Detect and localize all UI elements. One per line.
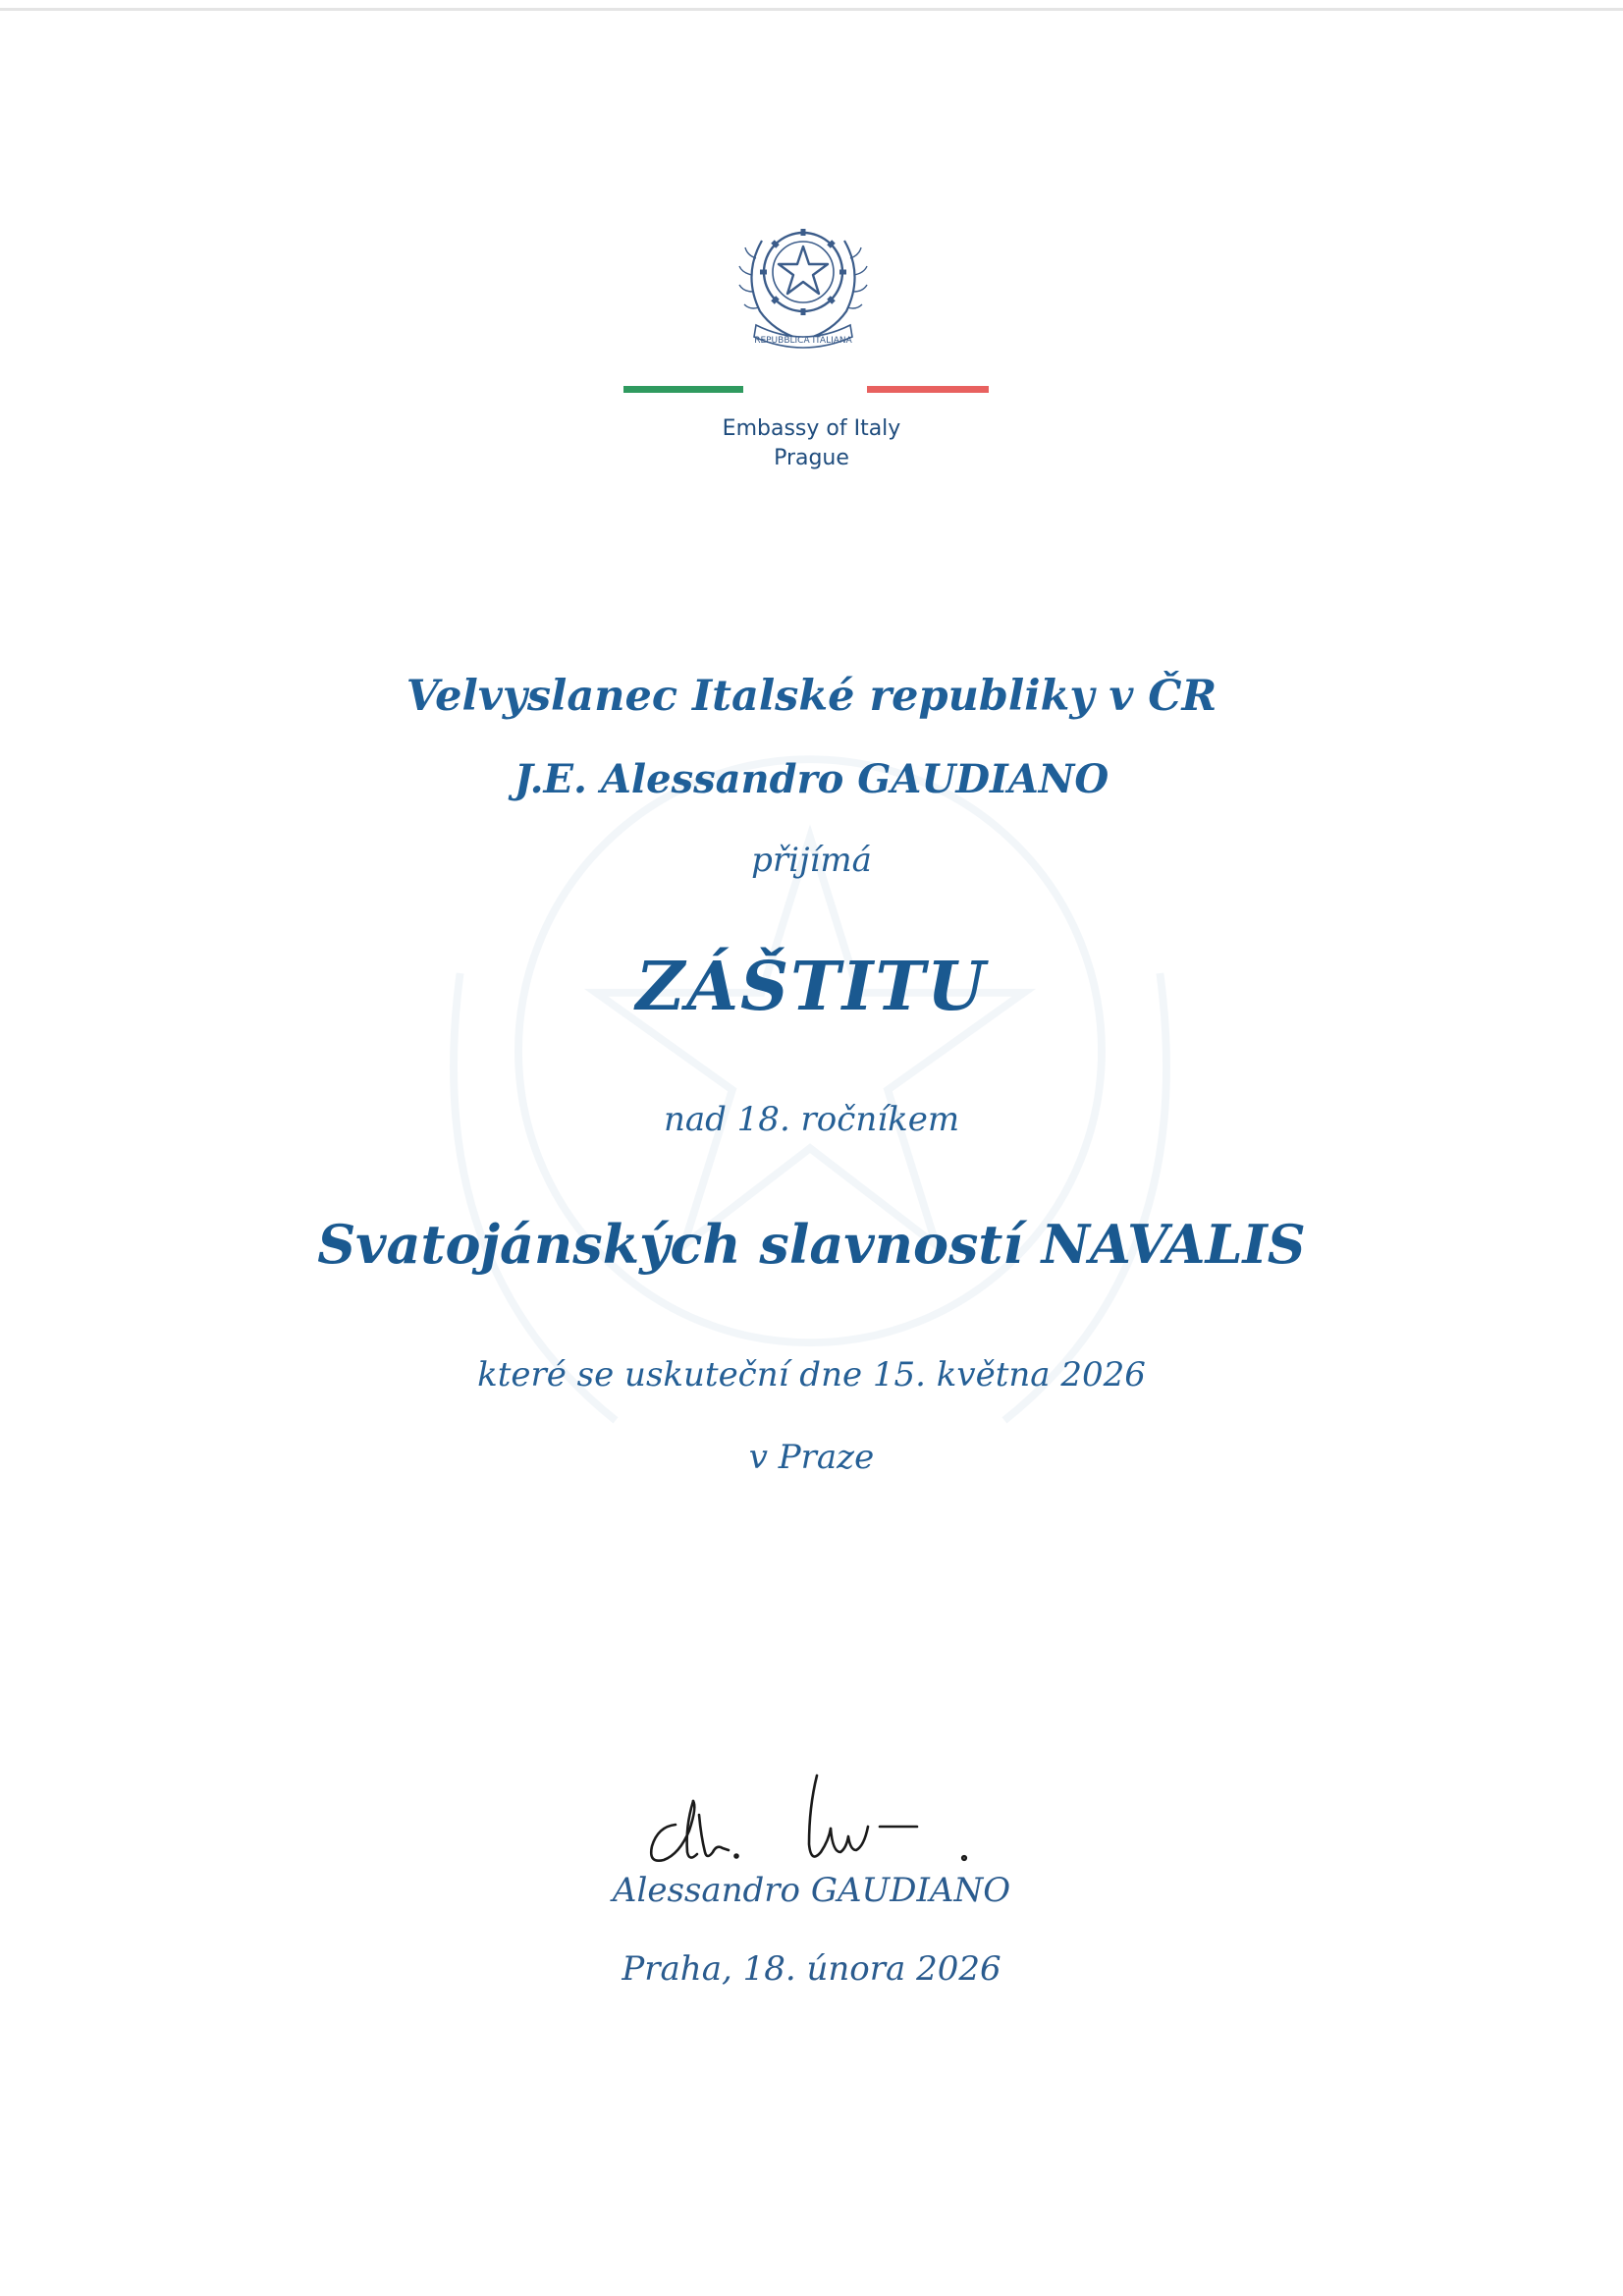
event-place: v Praze <box>748 1438 875 1477</box>
ambassador-name: J.E. Alessandro GAUDIANO <box>514 756 1109 802</box>
edition-text: nad 18. ročníkem <box>663 1100 960 1139</box>
signer-name: Alessandro GAUDIANO <box>612 1871 1011 1910</box>
ambassador-title: Velvyslanec Italské republiky v ČR <box>406 672 1217 721</box>
flag-bar-green <box>623 386 743 393</box>
accepts-text: přijímá <box>751 841 872 880</box>
embassy-city: Prague <box>774 446 849 470</box>
event-name: Svatojánských slavností NAVALIS <box>317 1213 1306 1276</box>
patronage-heading: ZÁŠTITU <box>635 948 988 1026</box>
place-and-date: Praha, 18. února 2026 <box>622 1949 1001 1989</box>
italian-republic-emblem <box>734 201 872 354</box>
embassy-name: Embassy of Italy <box>722 416 901 441</box>
event-date: které se uskuteční dne 15. května 2026 <box>477 1355 1146 1394</box>
handwritten-signature <box>628 1758 1021 1876</box>
scan-edge-line <box>0 8 1623 11</box>
flag-bar-red <box>867 386 989 393</box>
emblem-ribbon-text: REPUBBLICA ITALIANA <box>754 336 852 346</box>
